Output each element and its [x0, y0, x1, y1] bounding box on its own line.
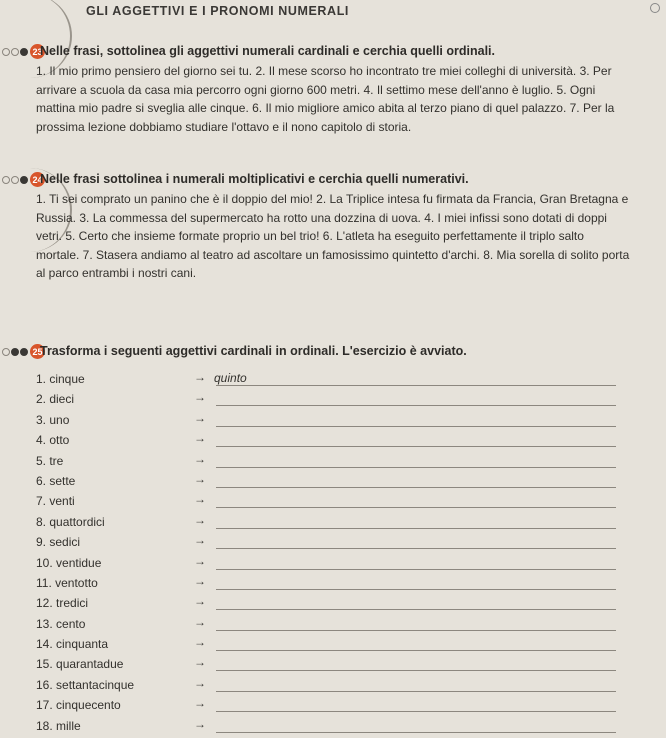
list-item	[36, 676, 616, 696]
difficulty-dot	[11, 48, 19, 56]
list-item	[36, 411, 616, 431]
answer-line[interactable]	[216, 528, 616, 529]
arrow-icon: →	[194, 512, 206, 527]
cardinal-word: 11. ventotto	[36, 575, 98, 590]
arrow-icon: →	[194, 614, 206, 629]
arrow-icon: →	[194, 431, 206, 446]
arrow-icon: →	[194, 492, 206, 507]
list-item	[36, 533, 616, 553]
exercise-24-text: 1. Ti sei comprato un panino che è il doppio del mio! 2. La Triplice intesa fu firmata da Francia, Gran Bretagna e Russia. 3. La commessa del supermercato ha rotto una dozzina di uova. 4. I miei infissi sono dotati di doppi vetri. 5. Certo che insieme formate proprio un bel trio! 6. L'atleta ha eseguito perfettamente il triplo salto mortale. 7. Stasera andiamo al teatro ad ascoltare un famosissimo quintetto d'archi. 8. Mia sorella di solito porta al parco entrambi i nostri cani.	[36, 192, 630, 280]
list-item	[36, 615, 616, 635]
answer-line[interactable]	[216, 446, 616, 447]
page-corner-mark	[650, 3, 660, 13]
list-item	[36, 594, 616, 614]
cardinal-word: 9. sedici	[36, 535, 81, 550]
answer-line[interactable]	[216, 467, 616, 468]
answer-line[interactable]	[216, 609, 616, 610]
answer-line[interactable]	[216, 569, 616, 570]
list-item	[36, 390, 616, 410]
answer-line[interactable]	[216, 405, 616, 406]
page-header: GLI AGGETTIVI E I PRONOMI NUMERALI	[86, 4, 349, 18]
cardinal-word: 7. venti	[36, 494, 75, 509]
list-item	[36, 717, 616, 737]
answer-line[interactable]	[216, 589, 616, 590]
difficulty-dot	[2, 176, 10, 184]
list-item	[36, 554, 616, 574]
list-item	[36, 452, 616, 472]
answer-line[interactable]	[216, 630, 616, 631]
list-item	[36, 492, 616, 512]
cardinal-word: 6. sette	[36, 473, 76, 488]
arrow-icon: →	[194, 390, 206, 405]
arrow-icon: →	[194, 573, 206, 588]
answer-line[interactable]	[216, 670, 616, 671]
difficulty-dot	[11, 348, 19, 356]
cardinal-word: 12. tredici	[36, 596, 89, 611]
cardinal-word: 13. cento	[36, 616, 86, 631]
exercise-23-title: Nelle frasi, sottolinea gli aggettivi numerali cardinali e cerchia quelli ordinali.	[40, 44, 495, 58]
cardinal-word: 3. uno	[36, 412, 70, 427]
cardinal-word: 14. cinquanta	[36, 637, 109, 652]
cardinal-word: 16. settantacinque	[36, 677, 135, 692]
arrow-icon: →	[194, 553, 206, 568]
exercise-23-marker	[0, 44, 45, 59]
answer-line[interactable]	[216, 691, 616, 692]
answer-line[interactable]	[216, 548, 616, 549]
arrow-icon: →	[194, 675, 206, 690]
list-item	[36, 370, 616, 390]
cardinal-word: 10. ventidue	[36, 555, 102, 570]
list-item	[36, 472, 616, 492]
arrow-icon: →	[194, 635, 206, 650]
answer-text: quinto	[214, 371, 247, 385]
exercise-number-badge: 23	[30, 44, 45, 59]
arrow-icon: →	[194, 696, 206, 711]
list-item	[36, 635, 616, 655]
answer-line[interactable]	[216, 650, 616, 651]
arrow-icon: →	[194, 594, 206, 609]
list-item	[36, 574, 616, 594]
arrow-icon: →	[194, 533, 206, 548]
cardinal-word: 15. quarantadue	[36, 657, 124, 672]
difficulty-dot	[2, 348, 10, 356]
difficulty-dot	[11, 176, 19, 184]
list-item	[36, 513, 616, 533]
answer-line[interactable]	[216, 507, 616, 508]
difficulty-dot	[20, 176, 28, 184]
cardinal-word: 18. mille	[36, 718, 81, 733]
cardinal-word: 8. quattordici	[36, 514, 105, 529]
exercise-25-marker	[0, 344, 45, 359]
arrow-icon: →	[194, 451, 206, 466]
cardinal-word: 17. cinquecento	[36, 698, 121, 713]
difficulty-dot	[2, 48, 10, 56]
answer-line[interactable]	[216, 732, 616, 733]
list-item	[36, 431, 616, 451]
cardinal-word: 5. tre	[36, 453, 64, 468]
cardinal-word: 1. cinque	[36, 372, 85, 386]
arrow-icon: →	[194, 370, 206, 384]
exercise-24-title: Nelle frasi sottolinea i numerali moltiplicativi e cerchia quelli numerativi.	[40, 172, 469, 186]
cardinal-word: 2. dieci	[36, 392, 75, 407]
arrow-icon: →	[194, 410, 206, 425]
exercise-24-marker	[0, 172, 45, 187]
answer-line[interactable]	[216, 426, 616, 427]
exercise-number-badge: 24	[30, 172, 45, 187]
arrow-icon: →	[194, 655, 206, 670]
answer-line[interactable]	[216, 385, 616, 386]
arrow-icon: →	[194, 716, 206, 731]
answer-line[interactable]	[216, 487, 616, 488]
exercise-23-text: 1. Il mio primo pensiero del giorno sei tu. 2. Il mese scorso ho incontrato tre miei colleghi di università. 3. Per arrivare a scuola da casa mia percorro ogni giorno 600 metri. 4. Il settimo mese dell'anno è luglio. 5. Ogni mattina mio padre si sveglia alle cinque. 6. Il mio migliore amico abita al terzo piano di quel palazzo. 7. Per la prossima lezione dobbiamo studiare l'ottavo e il nono capitolo di storia.	[36, 64, 615, 134]
exercise-number-badge: 25	[30, 344, 45, 359]
conversion-list	[36, 370, 616, 737]
list-item	[36, 696, 616, 716]
arrow-icon: →	[194, 471, 206, 486]
difficulty-dot	[20, 48, 28, 56]
answer-line[interactable]	[216, 711, 616, 712]
exercise-25-title: Trasforma i seguenti aggettivi cardinali in ordinali. L'esercizio è avviato.	[40, 344, 467, 358]
cardinal-word: 4. otto	[36, 433, 70, 448]
difficulty-dot	[20, 348, 28, 356]
list-item	[36, 655, 616, 675]
